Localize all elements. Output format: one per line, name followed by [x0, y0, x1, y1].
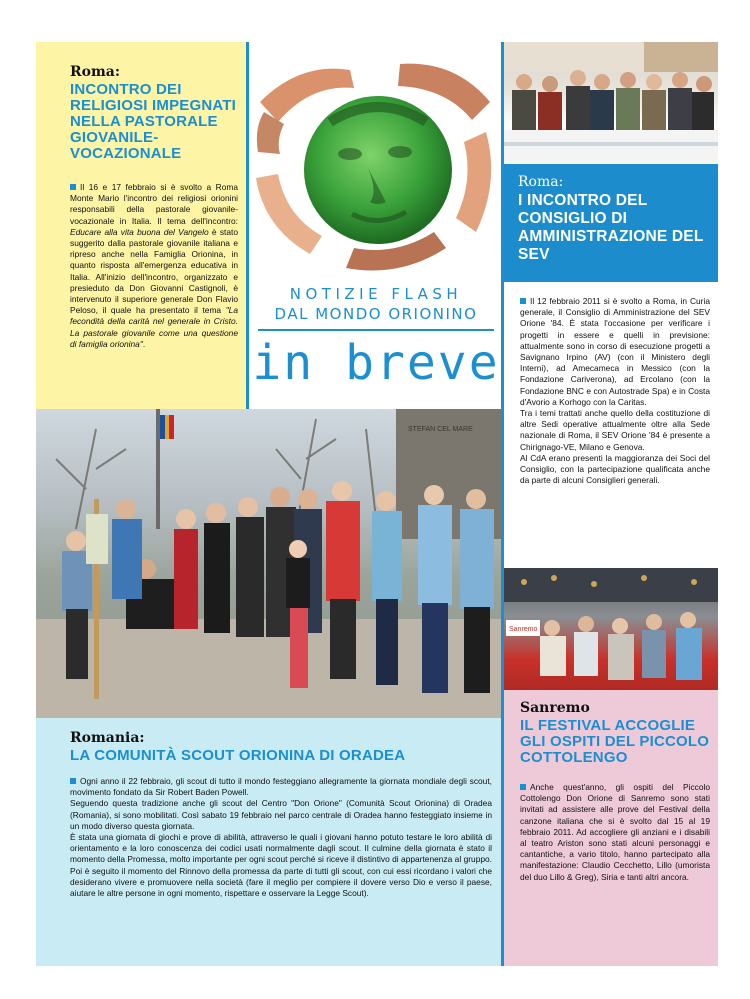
article-body: Ogni anno il 22 febbraio, gli scout di tutto il mondo festeggiano allegramente la giornata mondiale degli scout, movimento fondato da Sir Robert Baden Powell.: [70, 776, 492, 798]
masthead-title: in breve: [252, 335, 500, 391]
column-divider: [246, 42, 249, 409]
hands-globe-illustration: [250, 42, 500, 279]
article-body: È stata una giornata di giochi e prove di abilità, attraverso le quali i giovani hanno potuto testare le loro abilità di orientamento e la loro conoscenza dei codici usati normalmente dagli scout. Il culmine della giornata è stato il momento della Promessa, molto importante per ogni scout perché si riceve il distintivo di appartenenza al gruppo. Poi è seguito il momento del Rinnovo della promessa da parte di tutti gli scout, con cui essi ricordano i valori che desiderano vivere e promuovere nella società (fare il meglio per compiere il dovere verso Dio e verso il paese, aiutare le altre persone in ogni momento, rispettare e osservare la Legge Scout).: [70, 832, 492, 899]
article-headline: INCONTRO DEI RELIGIOSI IMPEGNATI NELLA PASTORALE GIOVANILE-VOCAZIONALE: [70, 81, 237, 162]
article-place: Roma:: [518, 174, 564, 190]
article-place: Romania:: [70, 730, 145, 746]
sanremo-group-figures: [504, 568, 718, 690]
bullet-square-icon: [520, 784, 526, 790]
consiglio-group-figures: [504, 42, 718, 164]
article-body: Tra i temi trattati anche quello della costituzione di altre Sedi operative attualmente oltre alla Sede nazionale di Roma, il SEV Orione '84 è presente a Chirignago-VE, Milano e Genova.: [520, 408, 710, 452]
masthead-line2: DAL MONDO ORIONINO: [274, 305, 478, 323]
article-body: Seguendo questa tradizione anche gli scout del Centro "Don Orione" (Comunità Scout Orionina) di Oradea (Romania), si sono mobilitati. Così sabato 19 febbraio nel parco centrale di Oradea hanno festeggiato insieme in un modo diverso questa giornata.: [70, 798, 492, 831]
sanremo-sign-text: Sanremo: [509, 626, 538, 633]
article-place: Roma:: [70, 64, 121, 80]
masthead: [250, 279, 502, 407]
photo-scout-group: [36, 409, 502, 718]
article-roma-consiglio: [504, 290, 718, 560]
article-romania: [36, 718, 502, 966]
photo-consiglio: [504, 42, 718, 164]
bullet-square-icon: [520, 298, 526, 304]
photo-hands-globe: [250, 42, 500, 279]
article-body: Anche quest'anno, gli ospiti del Piccolo Cottolengo Don Orione di Sanremo sono stati invitati ad assistere alle prove del Festival della canzone italiana che si è svolto dal 15 al 19 febbraio 2011. Ad accogliere gli anziani e i disabili al teatro Ariston sono stati alcuni personaggi e cantantiche, a vario titolo, hanno partecipato alla manifestazione: Claudio Cecchetto, Lillo (umorista del duo Lillo & Greg), Siria e tanti altri ancora.: [520, 782, 710, 882]
article-body: Il 12 febbraio 2011 si è svolto a Roma, in Curia generale, il Consiglio di Amministrazione del SEV Orione '84. È stata l'occasione per verificare i progetti in essere e quelli in previsione: attualmente sono in corso di esecuzione progetti a Savignano Irpino (AV) (con il Ministero degli Interni), ad Amecameca in Messico (con la Fondazione Cariverona), ad Ercolano (con la Fondazione BNC e con Autostrade Spa) e in Costa d'Avorio a Korhogo con la Caritas.: [520, 296, 710, 407]
bullet-square-icon: [70, 184, 76, 190]
article-body: Il 16 e 17 febbraio si è svolto a Roma Monte Mario l'incontro dei religiosi orionini responsabili della pastorale giovanile-vocazionale in Italia. Il tema dell'incontro: Educare alla vita buona del Vangelo è stato suggerito dalla pastorale giovanile italiana e ripreso anche nella Famiglia Orionina, in quanto risposta all'emergenza educativa in Italia. All'inizio dell'incontro, organizzato e presieduto da Don Giovanni Castignoli, è intervenuto il superiore generale Don Flavio Peloso, il quale ha presentato il tema "La fecondità della carità nel generale in Cristo. La pastorale giovanile come una questione di famiglia orionina".: [70, 182, 239, 349]
consiglio-headline-box: [504, 164, 718, 282]
article-body: Al CdA erano presenti la maggioranza dei Soci del Consiglio, con la partecipazione qualificata anche da parte di alcuni Consiglieri generali.: [520, 452, 710, 486]
article-headline: I INCONTRO DEL CONSIGLIO DI AMMINISTRAZIONE DEL SEV: [518, 192, 704, 263]
article-headline: LA COMUNITÀ SCOUT ORIONINA DI ORADEA: [70, 747, 406, 764]
scout-group-figures: [36, 409, 502, 718]
article-place: Sanremo: [520, 700, 590, 716]
masthead-line1: NOTIZIE FLASH: [289, 285, 463, 303]
column-divider: [501, 42, 504, 966]
article-headline: IL FESTIVAL ACCOGLIE GLI OSPITI DEL PICCOLO COTTOLENGO: [520, 717, 710, 766]
article-roma-giovanile: [36, 42, 246, 409]
photo-sanremo: [504, 568, 718, 690]
banner-text: STEFAN CEL MARE: [408, 426, 473, 433]
article-sanremo: [504, 690, 718, 966]
bullet-square-icon: [70, 778, 76, 784]
